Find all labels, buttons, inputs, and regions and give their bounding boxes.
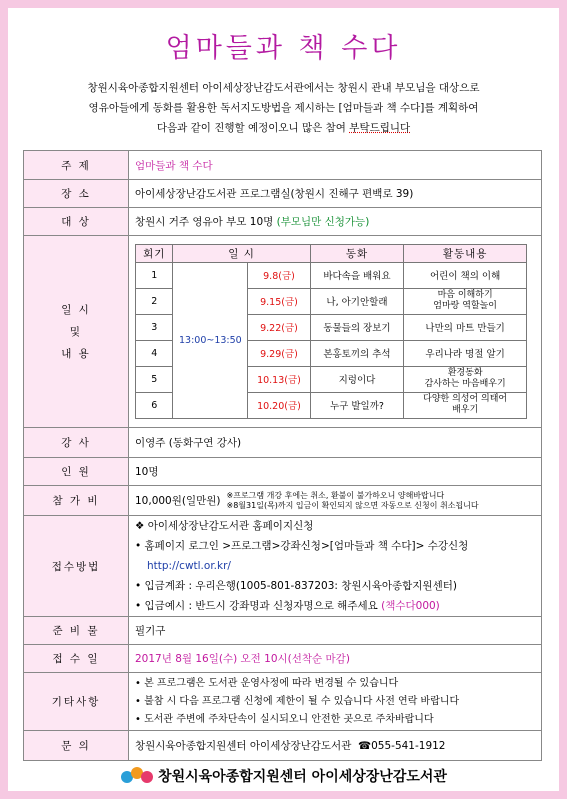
session-date: 9.22(금) <box>248 314 310 340</box>
value-other <box>129 673 542 731</box>
label-subject: 주 제 <box>24 151 129 180</box>
schedule-header-row <box>136 244 527 262</box>
value-capacity: 10명 <box>129 458 542 486</box>
intro-line-2: 영유아들에게 동화를 활용한 독서지도방법을 제시하는 [엄마들과 책 수다]를 계획하여 <box>88 102 479 114</box>
footer-text: 창원시육아종합지원센터 아이세상장난감도서관 <box>158 769 447 785</box>
value-prep: 필기구 <box>129 617 542 645</box>
value-deadline: 2017년 8월 16일(수) 오전 10시(선착순 마감) <box>129 645 542 673</box>
label-capacity: 인 원 <box>24 458 129 486</box>
session-no: 1 <box>136 262 173 288</box>
value-instructor: 이영주 (동화구연 강사) <box>129 428 542 458</box>
other-line-1: • 본 프로그램은 도서관 운영사정에 따라 변경될 수 있습니다 <box>135 677 399 689</box>
session-no: 5 <box>136 366 173 392</box>
row-target <box>24 208 542 236</box>
label-instructor: 강 사 <box>24 428 129 458</box>
schedule-table <box>135 244 527 419</box>
session-no: 4 <box>136 340 173 366</box>
session-date: 9.29(금) <box>248 340 310 366</box>
intro-text <box>40 78 527 138</box>
session-story: 누구 발일까? <box>310 392 404 418</box>
session-time: 13:00~13:50 <box>173 262 248 418</box>
value-contact: 창원시육아종합지원센터 아이세상장난감도서관 <box>135 740 352 752</box>
schedule-row <box>136 262 527 288</box>
session-no: 2 <box>136 288 173 314</box>
apply-line-2: • 홈페이지 로그인 >프로그램>강좌신청>[엄마들과 책 수다]> 수강신청 <box>135 540 469 552</box>
intro-line-1: 창원시육아종합지원센터 아이세상장난감도서관에서는 창원시 관내 부모님을 대상으로 <box>87 82 480 94</box>
session-activity: 어린이 책의 이해 <box>404 262 527 288</box>
label-fee: 참 가 비 <box>24 486 129 516</box>
header-story: 동화 <box>310 244 404 262</box>
homepage-link[interactable]: http://cwtl.or.kr/ <box>147 560 231 572</box>
apply-line-4 <box>135 596 535 616</box>
session-date: 9.8(금) <box>248 262 310 288</box>
value-target <box>129 208 542 236</box>
session-date: 10.13(금) <box>248 366 310 392</box>
header-datetime: 일 시 <box>173 244 310 262</box>
intro-line-3 <box>40 118 527 138</box>
session-story: 지렁이다 <box>310 366 404 392</box>
session-story: 본홍토끼의 추석 <box>310 340 404 366</box>
label-apply: 접수방법 <box>24 516 129 617</box>
apply-line-4a: • 입금예시 : 반드시 강좌명과 신청자명으로 해주세요 <box>135 600 382 612</box>
value-apply <box>129 516 542 617</box>
apply-line-1: ❖ 아이세상장난감도서관 홈페이지신청 <box>135 520 314 532</box>
apply-line-3: • 입금계좌 : 우리은행(1005-801-837203: 창원시육아종합지원센터) <box>135 580 457 592</box>
session-story: 바다속을 배워요 <box>310 262 404 288</box>
label-other: 기타사항 <box>24 673 129 731</box>
target-text: 창원시 거주 영유아 부모 10명 <box>135 216 277 228</box>
session-activity: 환경동화 감사하는 마음배우기 <box>404 366 527 392</box>
value-fee-cell <box>129 486 542 516</box>
intro-line-3b: 부탁드립니다 <box>349 122 411 134</box>
center-logo-icon <box>120 765 154 789</box>
fee-notes <box>227 491 479 511</box>
contact-phone: ☎055-541-1912 <box>358 740 446 752</box>
session-no: 6 <box>136 392 173 418</box>
label-deadline: 접 수 일 <box>24 645 129 673</box>
target-note: (부모님만 신청가능) <box>276 216 370 228</box>
session-no: 3 <box>136 314 173 340</box>
row-deadline <box>24 645 542 673</box>
session-activity: 나만의 마트 만들기 <box>404 314 527 340</box>
row-contact <box>24 731 542 761</box>
session-date: 10.20(금) <box>248 392 310 418</box>
apply-line-4b: (책수다000) <box>381 600 440 612</box>
row-other <box>24 673 542 731</box>
session-date: 9.15(금) <box>248 288 310 314</box>
row-fee <box>24 486 542 516</box>
session-activity: 마음 이해하기 엄마랑 역할놀이 <box>404 288 527 314</box>
value-subject: 엄마들과 책 수다 <box>129 151 542 180</box>
label-schedule-2: 및 <box>69 325 83 338</box>
row-subject <box>24 151 542 180</box>
session-activity: 다양한 의성어 의태어 배우기 <box>404 392 527 418</box>
info-table <box>23 150 542 761</box>
row-schedule <box>24 236 542 428</box>
session-story: 나, 아기안할래 <box>310 288 404 314</box>
session-activity: 우리나라 명절 알기 <box>404 340 527 366</box>
header-activity: 활동내용 <box>404 244 527 262</box>
footer <box>0 765 567 789</box>
label-schedule <box>24 236 129 428</box>
row-apply <box>24 516 542 617</box>
header-session: 회기 <box>136 244 173 262</box>
session-story: 동물들의 장보기 <box>310 314 404 340</box>
label-target: 대 상 <box>24 208 129 236</box>
label-schedule-1: 일 시 <box>61 303 91 316</box>
intro-line-3a: 다음과 같이 진행할 예정이오니 많은 참여 <box>156 122 350 134</box>
label-schedule-3: 내 용 <box>61 347 91 360</box>
label-contact: 문 의 <box>24 731 129 761</box>
fee-note-2: ※8월31일(목)까지 입금이 확인되지 않으면 자동으로 신청이 취소됩니다 <box>226 500 479 510</box>
row-capacity <box>24 458 542 486</box>
schedule-cell <box>129 236 542 428</box>
label-place: 장 소 <box>24 180 129 208</box>
row-instructor <box>24 428 542 458</box>
value-contact-cell <box>129 731 542 761</box>
page-title: 엄마들과 책 수다 <box>165 33 402 64</box>
fee-note-1: ※프로그램 개강 후에는 취소, 환불이 불가하오니 양해바랍니다 <box>226 490 445 500</box>
label-prep: 준 비 물 <box>24 617 129 645</box>
value-place: 아이세상장난감도서관 프로그램실(창원시 진해구 편백로 39) <box>129 180 542 208</box>
other-line-3: • 도서관 주변에 주차단속이 실시되오니 안전한 곳으로 주차바랍니다 <box>135 713 434 725</box>
row-place <box>24 180 542 208</box>
value-fee: 10,000원(일만원) <box>135 495 221 507</box>
row-prep <box>24 617 542 645</box>
other-line-2: • 불참 시 다음 프로그램 신청에 제한이 될 수 있습니다 사전 연락 바랍니다 <box>135 695 460 707</box>
